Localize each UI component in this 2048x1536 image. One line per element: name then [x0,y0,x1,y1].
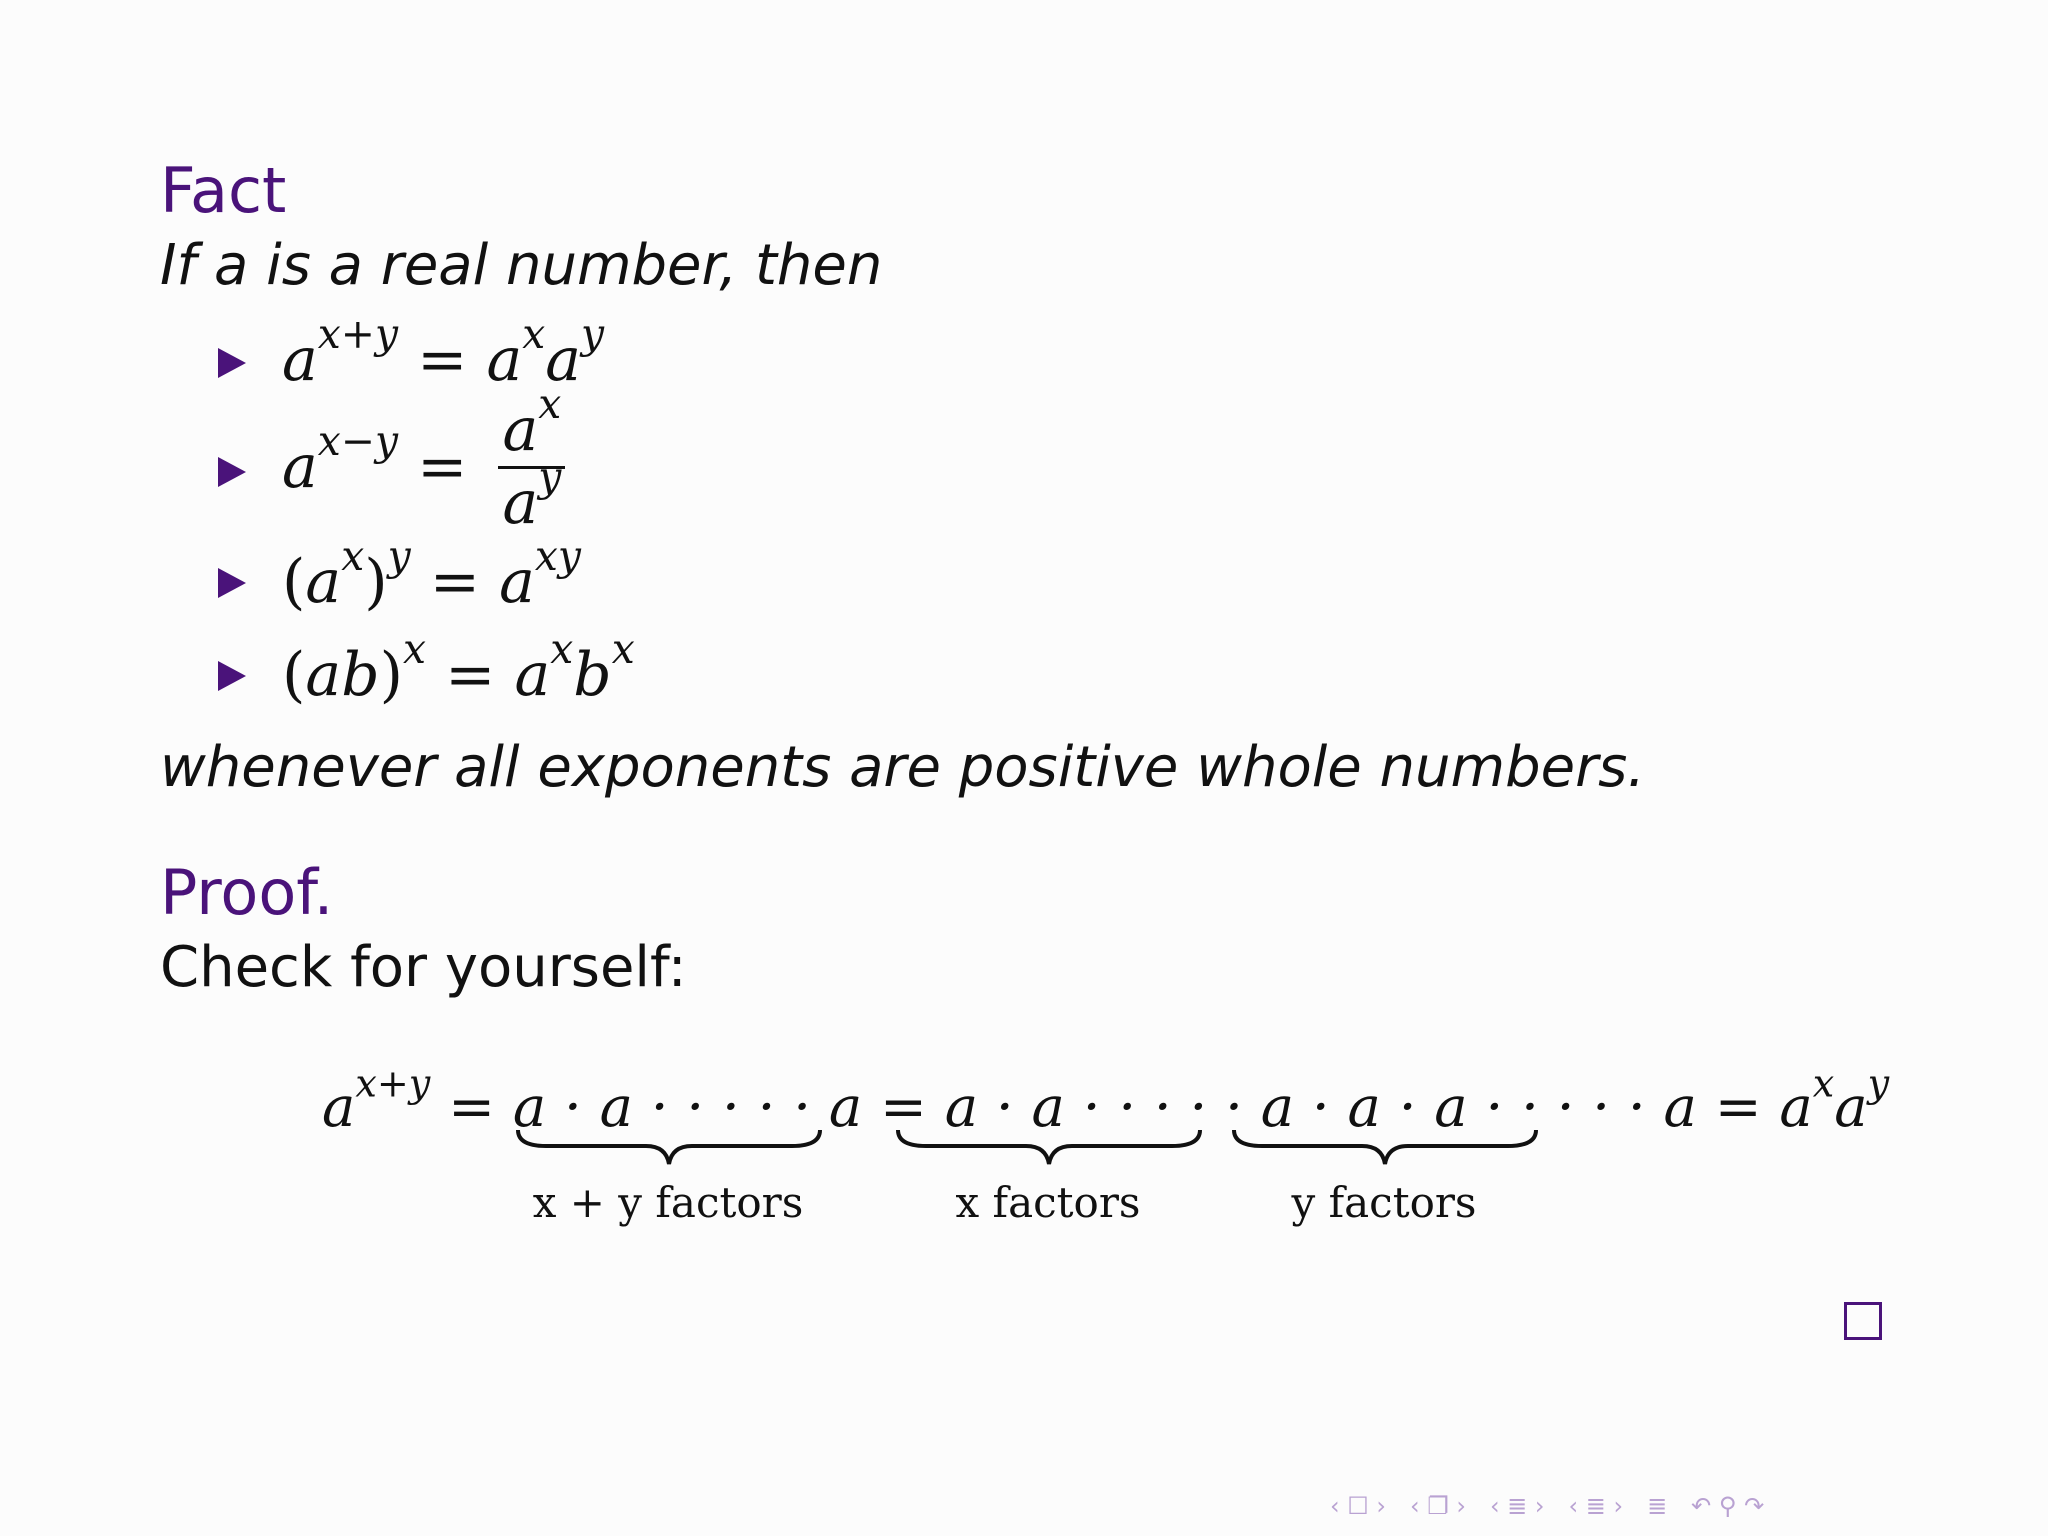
bullet-triangle-icon [218,661,246,691]
navigation-bar [1330,1488,2030,1524]
brace-label-1: x + y factors [532,1178,804,1227]
brace-label-2: x factors [955,1178,1141,1227]
rule-quotient-of-powers: $a^{x-y}$ = $\frac{a^x}{a^y}$ [282,400,565,533]
nav-document-icon[interactable]: ‹ ≣ › [1568,1492,1624,1520]
proof-text: Check for yourself: [160,935,687,1000]
proof-equation: $a^{x+y} = a \cdot a$ · · · · · a = a · a · · · · · a · a · a · · · · · $a = a^xa^y$ [322,1061,1890,1140]
proof-heading: Proof. [160,856,334,929]
rule-power-of-power: $(a^x)^y = a^{xy}$ [282,532,581,617]
underbrace-3 [1232,1128,1538,1168]
bullet-triangle-icon [218,348,246,378]
fact-heading: Fact [160,154,287,227]
nav-frame-icon[interactable]: ‹ ☐ › [1330,1492,1386,1520]
rule-product-of-powers: $a^{x+y} = a^xa^y$ [282,310,605,395]
fact-closing: whenever all exponents are positive whole numbers. [160,735,1646,800]
nav-menu-icon[interactable]: ≣ [1647,1492,1668,1520]
bullet-triangle-icon [218,457,246,487]
nav-subsection-icon[interactable]: ‹ ❐ › [1409,1492,1466,1520]
brace-label-3: y factors [1291,1178,1477,1227]
nav-zoom-icon[interactable]: ↶ ⚲ ↷ [1691,1492,1765,1520]
rule-power-of-product: $(ab)^x = a^xb^x$ [282,625,635,710]
fraction: $\frac{a^x}{a^y}$ [498,400,565,533]
fact-intro: If a is a real number, then [160,233,883,298]
nav-section-icon[interactable]: ‹ ≣ › [1489,1492,1545,1520]
qed-square-icon [1844,1302,1882,1340]
underbrace-2 [896,1128,1202,1168]
underbrace-1 [516,1128,822,1168]
bullet-triangle-icon [218,568,246,598]
